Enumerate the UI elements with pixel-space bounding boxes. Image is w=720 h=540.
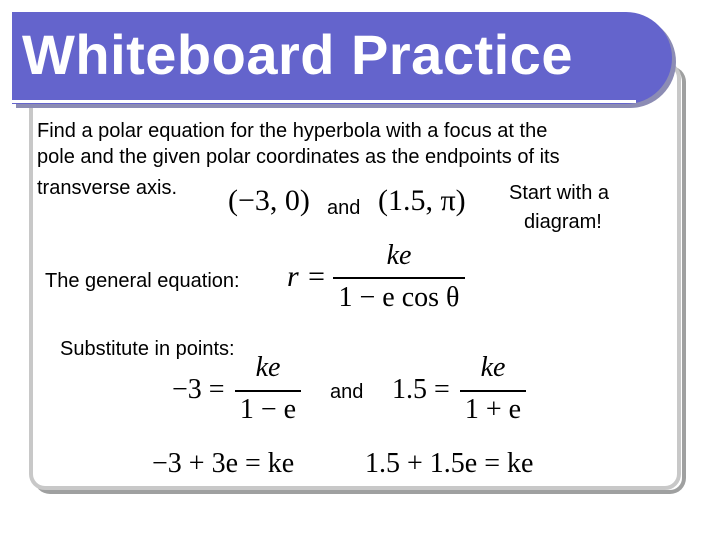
and-label-1: and — [327, 197, 361, 219]
problem-line-1: Find a polar equation for the hyperbola with a focus at the — [37, 120, 548, 142]
fraction-bar — [460, 390, 526, 392]
eq2-fraction — [460, 352, 526, 432]
eq3: −3 + 3e = ke — [152, 448, 295, 479]
hint-line-2: diagram! — [524, 211, 602, 233]
title-underline — [12, 100, 636, 103]
eq1-fraction — [235, 352, 301, 432]
substitute-label: Substitute in points: — [60, 338, 235, 360]
general-lhs: r = — [287, 260, 327, 293]
eq1-lhs: −3 = — [172, 374, 225, 405]
eq2-denominator: 1 + e — [464, 394, 522, 425]
general-numerator: ke — [386, 240, 412, 271]
fraction-bar — [333, 277, 465, 279]
eq2-lhs: 1.5 = — [392, 374, 450, 405]
point-1: (−3, 0) — [228, 184, 310, 217]
general-denominator: 1 − e cos θ — [338, 282, 460, 313]
problem-line-2: pole and the given polar coordinates as the endpoints of its — [37, 146, 560, 168]
fraction-bar — [235, 390, 301, 392]
and-label-2: and — [330, 381, 364, 403]
eq4: 1.5 + 1.5e = ke — [365, 448, 534, 479]
slide-title: Whiteboard Practice — [22, 23, 573, 86]
problem-line-3: transverse axis. — [37, 177, 178, 199]
general-equation-label: The general equation: — [45, 270, 240, 292]
general-fraction — [333, 238, 465, 318]
eq2-numerator: ke — [480, 352, 506, 383]
hint-line-1: Start with a — [509, 182, 610, 204]
point-2: (1.5, π) — [378, 184, 466, 217]
eq1-numerator: ke — [255, 352, 281, 383]
eq1-denominator: 1 − e — [239, 394, 297, 425]
